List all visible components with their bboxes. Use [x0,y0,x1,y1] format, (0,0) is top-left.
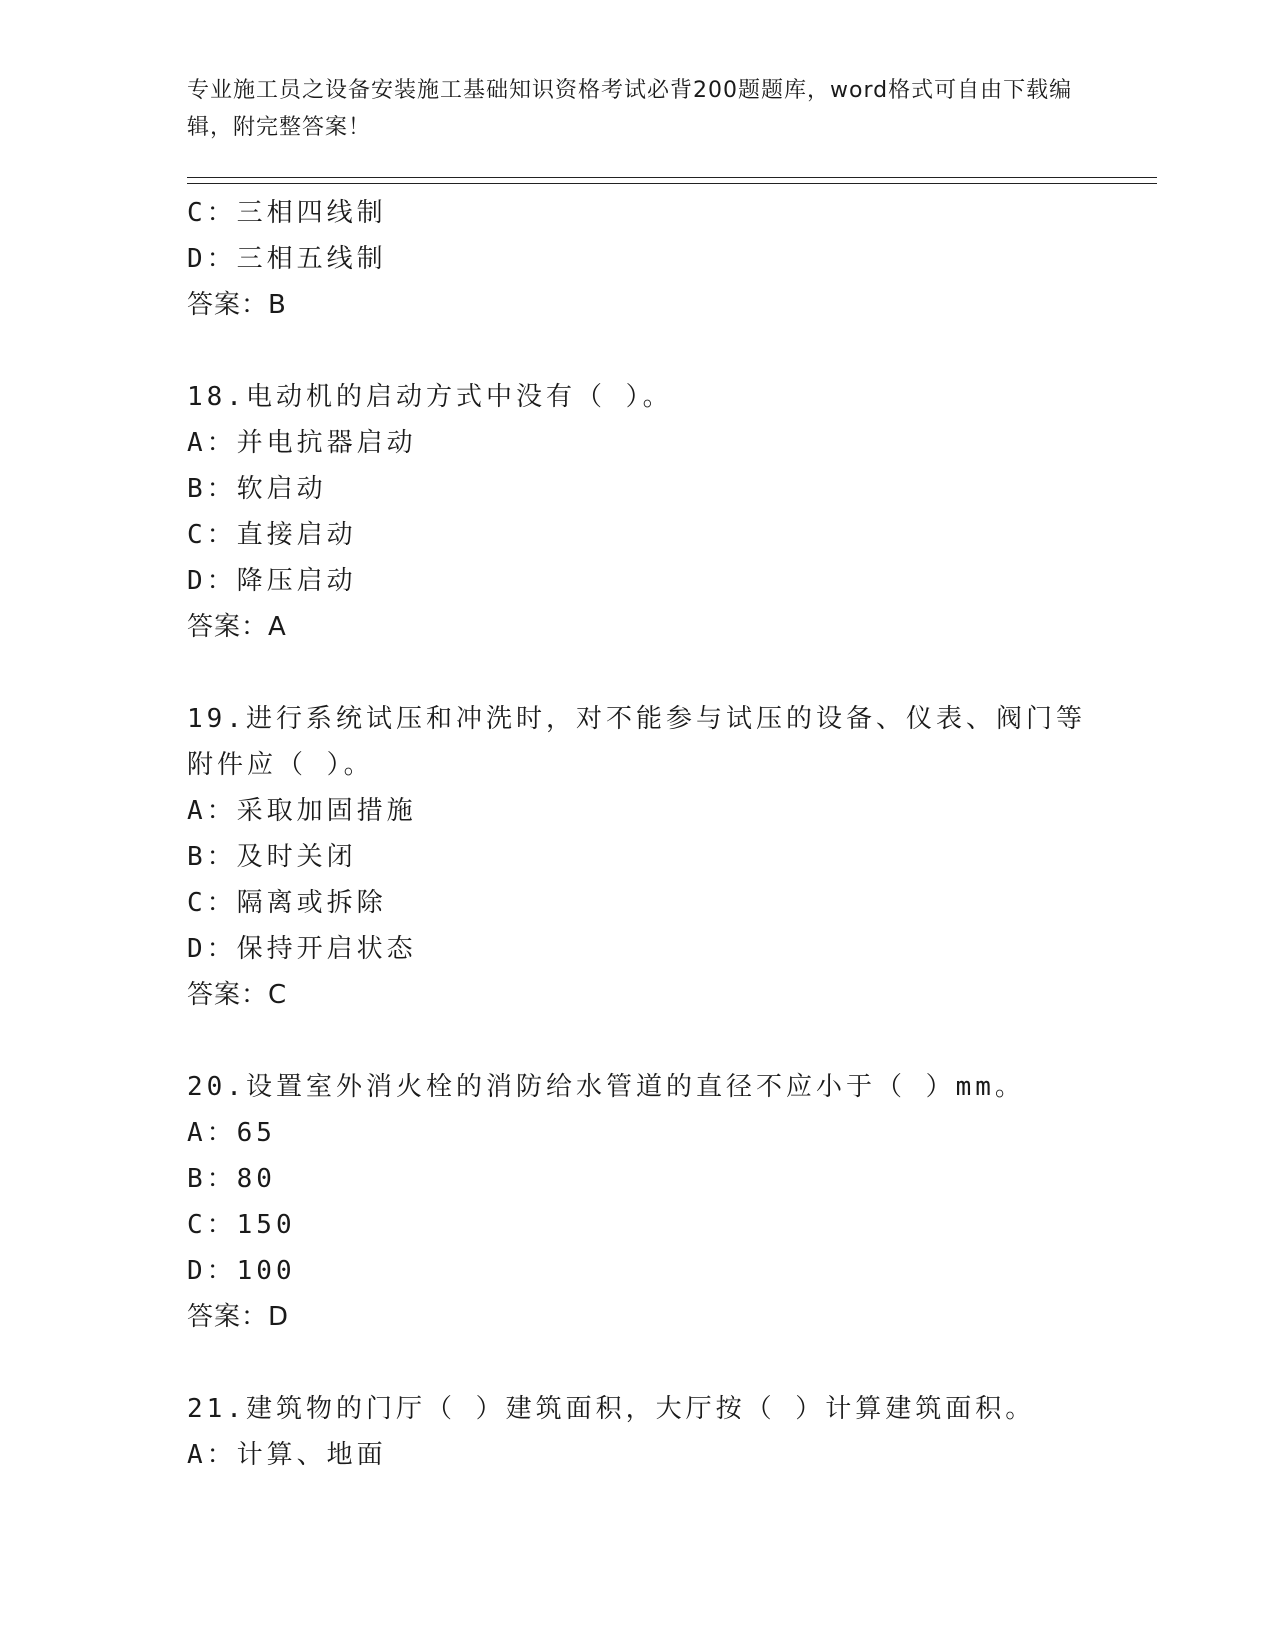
answer: 答案：D [187,1302,290,1332]
option-c: C：直接启动 [187,520,357,550]
option-b: B：80 [187,1164,276,1194]
option-c: C：150 [187,1210,296,1240]
answer: 答案：C [187,980,288,1010]
option-d: D：100 [187,1256,296,1286]
option-b: B：及时关闭 [187,842,357,872]
question-stem: 18.电动机的启动方式中没有（ ）。 [187,382,673,412]
header-title: 专业施工员之设备安装施工基础知识资格考试必背200题题库，word格式可自由下载编辑，附完整答案！ [187,78,1073,140]
header-rule-bottom [187,183,1157,184]
option-d: D：降压启动 [187,566,357,596]
answer: 答案：B [187,290,287,320]
spacer [187,1018,1147,1064]
option-d: D：保持开启状态 [187,934,417,964]
document-header [187,72,1087,146]
option-a: A：采取加固措施 [187,796,417,826]
option-a: A：计算、地面 [187,1440,387,1470]
header-rule-top [187,177,1157,178]
spacer [187,1340,1147,1386]
option-b: B：软启动 [187,474,327,504]
spacer [187,328,1147,374]
option-a: A：65 [187,1118,276,1148]
option-c: C：隔离或拆除 [187,888,387,918]
answer: 答案：A [187,612,287,642]
question-list [187,190,1147,1478]
question-stem: 19.进行系统试压和冲洗时，对不能参与试压的设备、仪表、阀门等附件应（ ）。 [187,704,1086,780]
option-a: A：并电抗器启动 [187,428,417,458]
spacer [187,650,1147,696]
option-c: C：三相四线制 [187,198,387,228]
question-stem: 20.设置室外消火栓的消防给水管道的直径不应小于（ ）mm。 [187,1072,1025,1102]
question-stem: 21.建筑物的门厅（ ）建筑面积，大厅按（ ）计算建筑面积。 [187,1394,1036,1424]
option-d: D：三相五线制 [187,244,387,274]
